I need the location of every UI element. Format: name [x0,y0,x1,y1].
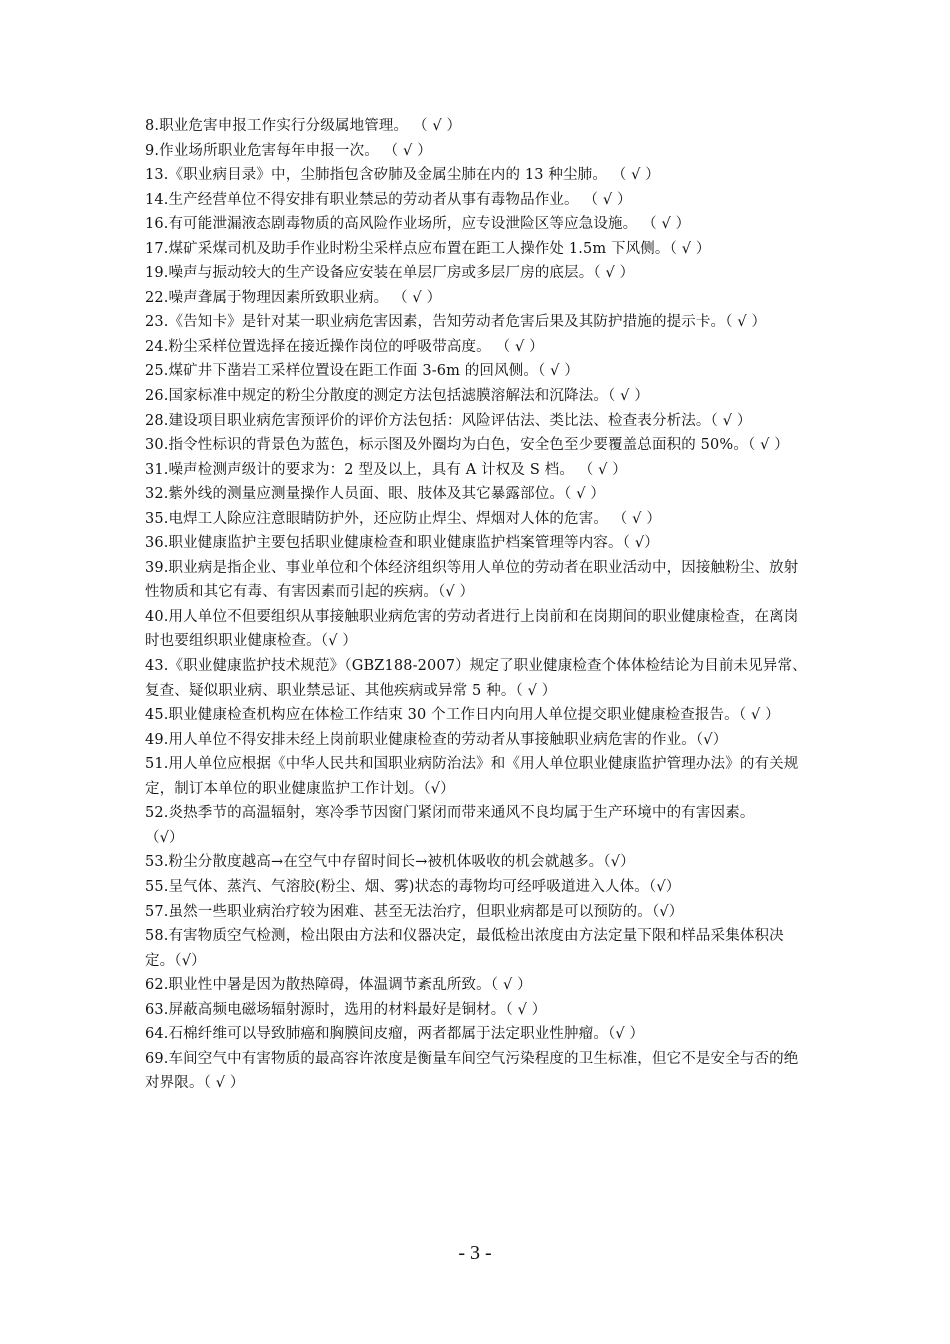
list-item: 30.指令性标识的背景色为蓝色，标示图及外圈均为白色，安全色至少要覆盖总面积的 50%。（ √ ） [145,437,789,454]
list-item: 69.车间空气中有害物质的最高容许浓度是衡量车间空气污染程度的卫生标准，但它不是安全与否的绝对界限。（ √ ） [145,1050,799,1092]
question-list [145,114,810,1096]
list-item: 57.虽然一些职业病治疗较为困难、甚至无法治疗，但职业病都是可以预防的。（√） [145,903,684,920]
list-item: 39.职业病是指企业、事业单位和个体经济组织等用人单位的劳动者在职业活动中，因接触粉尘、放射性物质和其它有毒、有害因素而引起的疾病。（√ ） [145,559,799,601]
list-item: 23.《告知卡》是针对某一职业病危害因素，告知劳动者危害后果及其防护措施的提示卡。（ √ ） [145,314,767,331]
list-item: 35.电焊工人除应注意眼睛防护外，还应防止焊尘、焊烟对人体的危害。 （ √ ） [145,510,661,527]
list-item: 58.有害物质空气检测，检出限由方法和仪器决定，最低检出浓度由方法定量下限和样品采集体积决定。（√） [145,928,784,969]
list-item: 13.《职业病目录》中，尘肺指包含矽肺及金属尘肺在内的 13 种尘肺。 （ √ ） [145,167,660,184]
list-item: 53.粉尘分散度越高→在空气中存留时间长→被机体吸收的机会就越多。（√） [145,854,635,871]
list-item: 26.国家标准中规定的粉尘分散度的测定方法包括滤膜溶解法和沉降法。（ √ ） [145,388,649,405]
list-item: 8.职业危害申报工作实行分级属地管理。 （ √ ） [145,118,462,134]
list-item: 49.用人单位不得安排未经上岗前职业健康检查的劳动者从事接触职业病危害的作业。（√） [145,731,728,748]
list-item: 24.粉尘采样位置选择在接近操作岗位的呼吸带高度。 （ √ ） [145,338,544,355]
list-item: 43.《职业健康监护技术规范》（GBZ188-2007）规定了职业健康检查个体体检结论为目前未见异常、复查、疑似职业病、职业禁忌证、其他疾病或异常 5 种。（ √ ） [145,658,807,699]
list-item: 16.有可能泄漏液态剧毒物质的高风险作业场所，应专设泄险区等应急设施。 （ √ ） [145,216,691,233]
list-item: 25.煤矿井下凿岩工采样位置设在距工作面 3-6m 的回风侧。（ √ ） [145,363,579,380]
list-item: 19.噪声与振动较大的生产设备应安装在单层厂房或多层厂房的底层。（ √ ） [145,265,635,282]
list-item: 32.紫外线的测量应测量操作人员面、眼、肢体及其它暴露部位。（ √ ） [145,486,606,503]
list-item: 9.作业场所职业危害每年申报一次。 （ √ ） [145,142,432,159]
list-item: 22.噪声聋属于物理因素所致职业病。 （ √ ） [145,289,442,306]
list-item: 62.职业性中暑是因为散热障碍，体温调节紊乱所致。（ √ ） [145,977,532,994]
list-item: （√） [145,829,184,846]
list-item: 36.职业健康监护主要包括职业健康检查和职业健康监护档案管理等内容。（ √） [145,535,659,552]
list-item: 31.噪声检测声级计的要求为：2 型及以上，具有 A 计权及 S 档。 （ √ ） [145,461,627,478]
list-item: 51.用人单位应根据《中华人民共和国职业病防治法》和《用人单位职业健康监护管理办法》的有关规定，制订本单位的职业健康监护工作计划。（√） [145,756,799,797]
list-item: 40.用人单位不但要组织从事接触职业病危害的劳动者进行上岗前和在岗期间的职业健康检查，在离岗时也要组织职业健康检查。（√ ） [145,608,799,650]
list-item: 28.建设项目职业病危害预评价的评价方法包括：风险评估法、类比法、检查表分析法。（ √ ） [145,412,752,429]
list-item: 14.生产经营单位不得安排有职业禁忌的劳动者从事有毒物品作业。 （ √ ） [145,191,632,208]
list-item: 17.煤矿采煤司机及助手作业时粉尘采样点应布置在距工人操作处 1.5m 下风侧。（ √ ） [145,240,711,257]
list-item: 63.屏蔽高频电磁场辐射源时，选用的材料最好是铜材。（ √ ） [145,1001,547,1018]
list-item: 55.呈气体、蒸汽、气溶胶(粉尘、烟、雾)状态的毒物均可经呼吸道进入人体。（√） [145,878,681,895]
list-item: 45.职业健康检查机构应在体检工作结束 30 个工作日内向用人单位提交职业健康检查报告。（ √ ） [145,707,780,724]
page-number: - 3 - [458,1242,492,1264]
list-item: 64.石棉纤维可以导致肺癌和胸膜间皮瘤，两者都属于法定职业性肿瘤。（√ ） [145,1026,645,1043]
list-item: 52.炎热季节的高温辐射，寒冷季节因窗门紧闭而带来通风不良均属于生产环境中的有害因素。 [145,805,755,822]
